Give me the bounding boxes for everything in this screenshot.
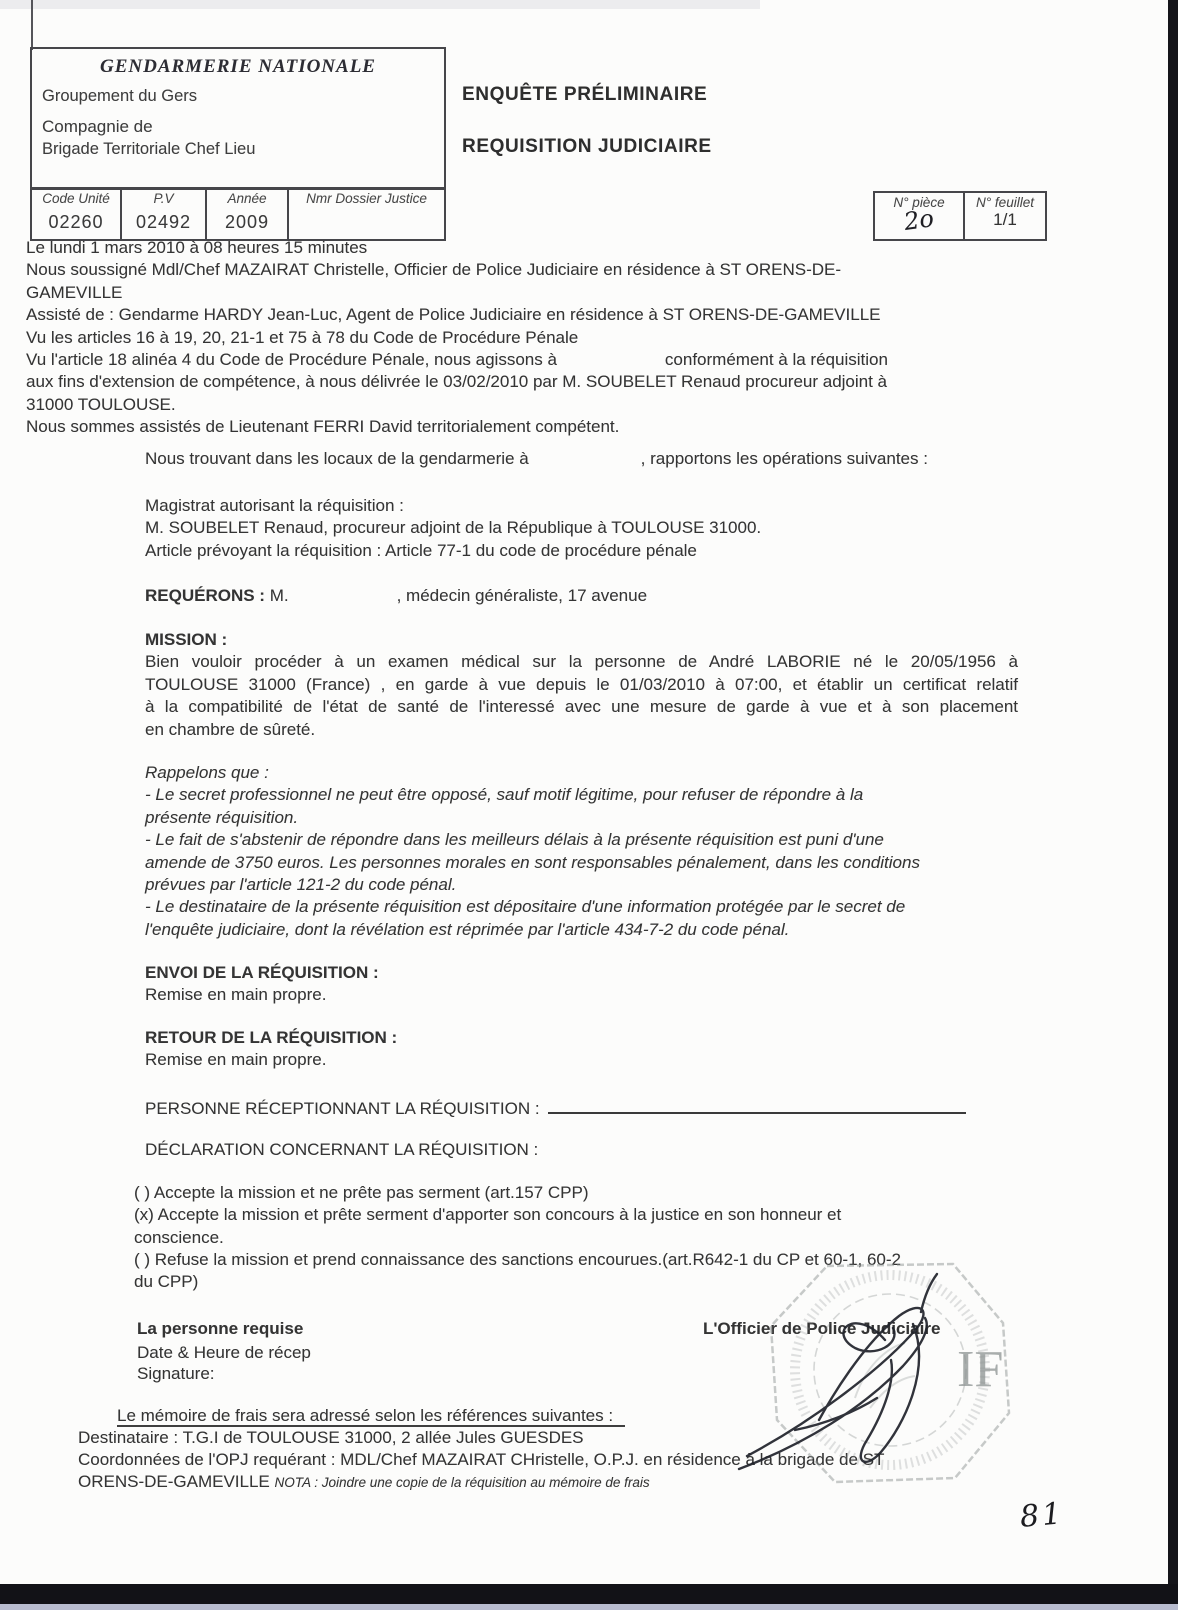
intro-line: aux fins d'extension de compétence, à nous délivrée le 03/02/2010 par M. SOUBELET Renaud procureur adjoint à [26, 372, 888, 392]
declaration-options [134, 1182, 901, 1293]
envoi-body: Remise en main propre. [145, 985, 327, 1005]
requerons-line [145, 585, 647, 607]
unit-table-col-pv [122, 189, 207, 239]
unit-table-header: Code Unité [42, 191, 110, 206]
signature-blank-line [548, 1097, 966, 1114]
retour-body: Remise en main propre. [145, 1050, 327, 1070]
org-brigade: Brigade Territoriale Chef Lieu [42, 140, 256, 158]
unit-table-value: 2009 [224, 212, 270, 232]
org-compagnie: Compagnie de [42, 117, 153, 136]
unit-table-header: Nmr Dossier Justice [306, 191, 427, 206]
piece-label: N° pièce [893, 195, 945, 210]
feuillet-cell [965, 193, 1045, 239]
memo-heading-text: Le mémoire de frais sera adressé selon les références suivantes : [117, 1406, 625, 1427]
declaration-option-cont: conscience. [134, 1227, 224, 1247]
unit-table-value: 02260 [48, 212, 104, 232]
scan-right-edge [1168, 0, 1178, 1604]
intro-paragraph [26, 237, 888, 439]
retour-block [145, 1027, 397, 1072]
magistrate-line: M. SOUBELET Renaud, procureur adjoint de la République à TOULOUSE 31000. [145, 518, 762, 538]
intro-line-pre: Vu l'article 18 alinéa 4 du Code de Procédure Pénale, nous agissons à [26, 350, 557, 370]
reminder-line: l'enquête judiciaire, dont la révélation est réprimée par l'article 434-7-2 du code pénal. [145, 919, 790, 939]
reminder-line: Rappelons que : [145, 763, 269, 782]
declaration-option: ( ) Refuse la mission et prend connaissance des sanctions encourues.(art.R642-1 du CP et 60-1, 60-2 [134, 1249, 901, 1269]
opj-brigade-text: ORENS-DE-GAMEVILLE [78, 1472, 270, 1491]
officer-heading: L'Officier de Police Judiciaire [703, 1319, 941, 1338]
magistrate-line: Article prévoyant la réquisition : Article 77-1 du code de procédure pénale [145, 540, 697, 560]
mission-line: à la compatibilité de l'état de santé de l'interessé avec une mesure de garde à vue et à son placement [145, 697, 1018, 717]
premises-pre: Nous trouvant dans les locaux de la gendarmerie à [145, 449, 529, 468]
retour-heading: RETOUR DE LA RÉQUISITION : [145, 1028, 398, 1047]
scan-top-streak [0, 0, 760, 9]
intro-line: GAMEVILLE [26, 282, 123, 302]
intro-line: Vu les articles 16 à 19, 20, 21-1 et 75 à 78 du Code de Procédure Pénale [26, 327, 579, 347]
magistrate-block [145, 495, 761, 562]
reminder-line: présente réquisition. [145, 807, 299, 827]
declaration-heading: DÉCLARATION CONCERNANT LA RÉQUISITION : [145, 1140, 539, 1159]
reminder-block [145, 762, 920, 941]
scan-bottom-edge [0, 1584, 1178, 1604]
declaration-option: ( ) Accepte la mission et ne prête pas serment (art.157 CPP) [134, 1183, 589, 1202]
unit-table-col-dossier [289, 189, 444, 239]
requerons-label: REQUÉRONS : [145, 586, 265, 605]
feuillet-label: N° feuillet [976, 195, 1034, 210]
piece-cell [875, 193, 965, 239]
org-title: GENDARMERIE NATIONALE [100, 56, 376, 77]
date-reception-label: Date & Heure de récep [137, 1343, 311, 1362]
declaration-option-checked: (x) Accepte la mission et prête serment d'apporter son concours à la justice en son honneur et [134, 1205, 842, 1225]
intro-line: Assisté de : Gendarme HARDY Jean-Luc, Agent de Police Judiciaire en résidence à ST ORENS-DE-GAMEVILLE [26, 305, 881, 325]
org-groupement: Groupement du Gers [42, 87, 197, 105]
reminder-line: prévues par l'article 121-2 du code pénal. [145, 875, 457, 895]
magistrate-line: Magistrat autorisant la réquisition : [145, 496, 404, 515]
envoi-heading: ENVOI DE LA RÉQUISITION : [145, 963, 379, 982]
reception-line [145, 1097, 966, 1120]
reminder-line: amende de 3750 euros. Les personnes morales en sont responsables pénalement, dans les conditions [145, 852, 920, 872]
letterhead-box [30, 47, 446, 190]
signature-label: Signature: [137, 1364, 215, 1383]
unit-table-value: 02492 [135, 212, 192, 232]
reception-label: PERSONNE RÉCEPTIONNANT LA RÉQUISITION : [145, 1099, 540, 1118]
intro-line: Nous soussigné Mdl/Chef MAZAIRAT Christelle, Officier de Police Judiciaire en résidence à ST ORENS-DE- [26, 260, 842, 280]
opj-contact-line-2 [78, 1471, 650, 1494]
signature-icon [739, 1274, 937, 1469]
feuillet-value: 1/1 [993, 210, 1017, 229]
document-title-enquete: ENQUÊTE PRÉLIMINAIRE [462, 84, 708, 105]
destinataire-line: Destinataire : T.G.I de TOULOUSE 31000, 2 allée Jules GUESDES [78, 1428, 584, 1447]
reminder-line: - Le destinataire de la présente réquisition est dépositaire d'une information protégée par le secret de [145, 897, 906, 917]
nota-text: NOTA : Joindre une copie de la réquisition au mémoire de frais [274, 1475, 650, 1490]
mission-line: Bien vouloir procéder à un examen médical sur la personne de André LABORIE né le 20/05/1956 à [145, 652, 1018, 672]
requerons-pre: M. [269, 586, 289, 605]
unit-table-col-annee [207, 189, 289, 239]
intro-line: Le lundi 1 mars 2010 à 08 heures 15 minutes [26, 238, 368, 257]
unit-table-header: Année [227, 191, 267, 206]
requerons-post: , médecin généraliste, 17 avenue [396, 586, 648, 605]
document-title-requisition: REQUISITION JUDICIAIRE [462, 136, 712, 157]
unit-table-col-code [32, 189, 122, 239]
mission-heading: MISSION : [145, 630, 228, 649]
intro-line [26, 349, 888, 371]
unit-table-header: P.V [153, 191, 174, 206]
stamp-letters: IF [957, 1341, 1004, 1398]
memo-heading [117, 1405, 625, 1427]
intro-line-post: conformément à la réquisition [664, 350, 888, 370]
handwritten-page-number: 81 [1018, 1496, 1066, 1535]
intro-line: Nous sommes assistés de Lieutenant FERRI David territorialement compétent. [26, 417, 620, 437]
declaration-option-cont: du CPP) [134, 1272, 199, 1292]
premises-line [145, 448, 928, 470]
piece-box [873, 191, 1047, 241]
mission-line: TOULOUSE 31000 (France) , en garde à vue depuis le 01/03/2010 à 07:00, et établir un certificat relatif [145, 674, 1018, 694]
opj-contact-line: Coordonnées de l'OPJ requérant : MDL/Chef MAZAIRAT CHristelle, O.P.J. en résidence à la brigade de ST [78, 1450, 885, 1469]
mission-line: en chambre de sûreté. [145, 719, 316, 739]
unit-table [30, 187, 446, 241]
scan-bottom-strip [0, 1604, 1178, 1610]
scan-left-edge-line [31, 0, 33, 50]
piece-value-handwritten: 2o [902, 204, 936, 236]
envoi-block [145, 962, 379, 1007]
mission-block [145, 629, 1018, 741]
reminder-line: - Le fait de s'abstenir de répondre dans les meilleurs délais à la présente réquisition est puni d'une [145, 830, 884, 850]
reminder-line: - Le secret professionnel ne peut être opposé, sauf motif légitime, pour refuser de répondre à la [145, 785, 864, 805]
intro-line: 31000 TOULOUSE. [26, 394, 176, 414]
premises-post: , rapportons les opérations suivantes : [640, 449, 928, 468]
person-required-heading: La personne requise [137, 1319, 304, 1338]
